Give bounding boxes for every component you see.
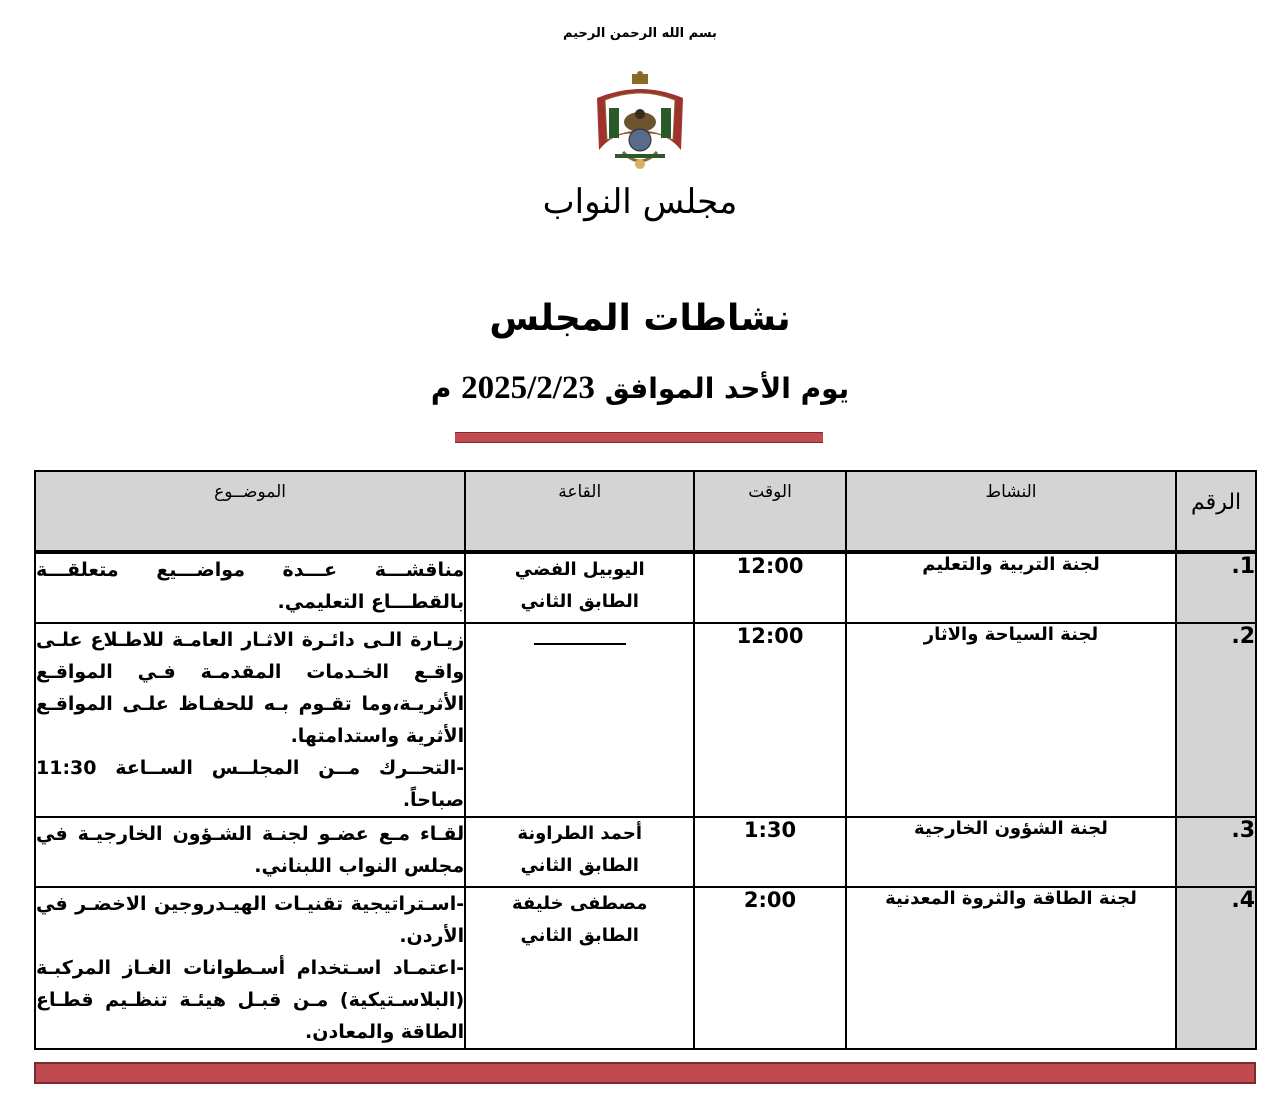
row-hall-name: أحمد الطراونة [517,823,642,844]
title-divider [455,432,823,443]
table-row [35,817,1256,887]
row-hall-floor: الطابق الثاني [520,855,639,876]
row-hall-floor: الطابق الثاني [520,925,639,946]
page-title: نشاطات المجلس [489,298,791,339]
subtitle-date: 2025/2/23 [461,370,595,406]
header-subject: الموضــوع [35,471,465,552]
activities-table [34,470,1257,1050]
subtitle-suffix: م [430,372,452,405]
row-subject: مناقشـــة عـــدة مواضـــيع متعلقـــة بالقطـــاع التعليمي. [35,552,465,623]
row-hall [465,887,694,1049]
row-activity: لجنة التربية والتعليم [846,552,1176,623]
row-subject [35,887,465,1049]
parliament-name: مجلس النواب [542,182,738,222]
table-row [35,623,1256,817]
row-activity: لجنة السياحة والاثار [846,623,1176,817]
row-time-value: 1:30 [743,818,797,842]
table-row [35,552,1256,623]
row-hall [465,817,694,887]
header-time: الوقت [694,471,845,552]
row-subject-extra: -اعتمـاد اسـتخدام أسـطوانات الغـاز المركبـة (البلاسـتيكية) مـن قبـل هيئـة تنظـيم قطـاع الطاقة والمعادن. [36,957,465,1043]
table-row [35,887,1256,1049]
row-activity: لجنة الطاقة والثروة المعدنية [846,887,1176,1049]
row-activity: لجنة الشؤون الخارجية [846,817,1176,887]
header-number: الرقم [1176,471,1256,552]
hall-empty-dash [534,627,626,645]
header-activity: النشاط [846,471,1176,552]
page-subtitle [340,370,940,407]
row-number: 2. [1176,623,1256,817]
row-time-value: 12:00 [736,624,804,648]
row-hall-name: مصطفى خليفة [512,893,648,914]
row-time [694,817,845,887]
jordan-coat-of-arms-icon [585,70,695,180]
row-time-value: 2:00 [743,888,797,912]
row-subject: لقـاء مـع عضـو لجنـة الشـؤون الخارجيـة في مجلس النواب اللبناني. [35,817,465,887]
basmala-text: بسم الله الرحمن الرحيم [563,26,717,41]
row-time-value: 12:00 [736,554,804,578]
row-subject-main: -اسـتراتيجية تقنيـات الهيـدروجين الاخضـر في الأردن. [36,893,465,947]
row-hall [465,623,694,817]
row-time [694,623,845,817]
footer-divider [34,1062,1256,1084]
row-hall-name: اليوبيل الفضي [514,559,645,580]
row-number: 4. [1176,887,1256,1049]
subtitle-prefix: يوم الأحد الموافق [604,372,850,405]
row-time [694,552,845,623]
row-time [694,887,845,1049]
row-number: 1. [1176,552,1256,623]
row-subject-main: زيـارة الـى دائـرة الاثـار العامـة للاطـلاع علـى واقـع الخـدمات المقدمـة فـي المواقـع الأثريـة،وما تقـوم بـه للحفـاظ علـى المواقـع الأثرية واستدامتها. [36,629,465,747]
row-hall [465,552,694,623]
header-hall: القاعة [465,471,694,552]
table-header-row [35,471,1256,552]
row-subject [35,623,465,817]
row-hall-floor: الطابق الثاني [520,591,639,612]
row-subject-extra: -التحــرك مــن المجلــس الســاعة 11:30 صباحاً. [36,757,465,811]
row-number: 3. [1176,817,1256,887]
